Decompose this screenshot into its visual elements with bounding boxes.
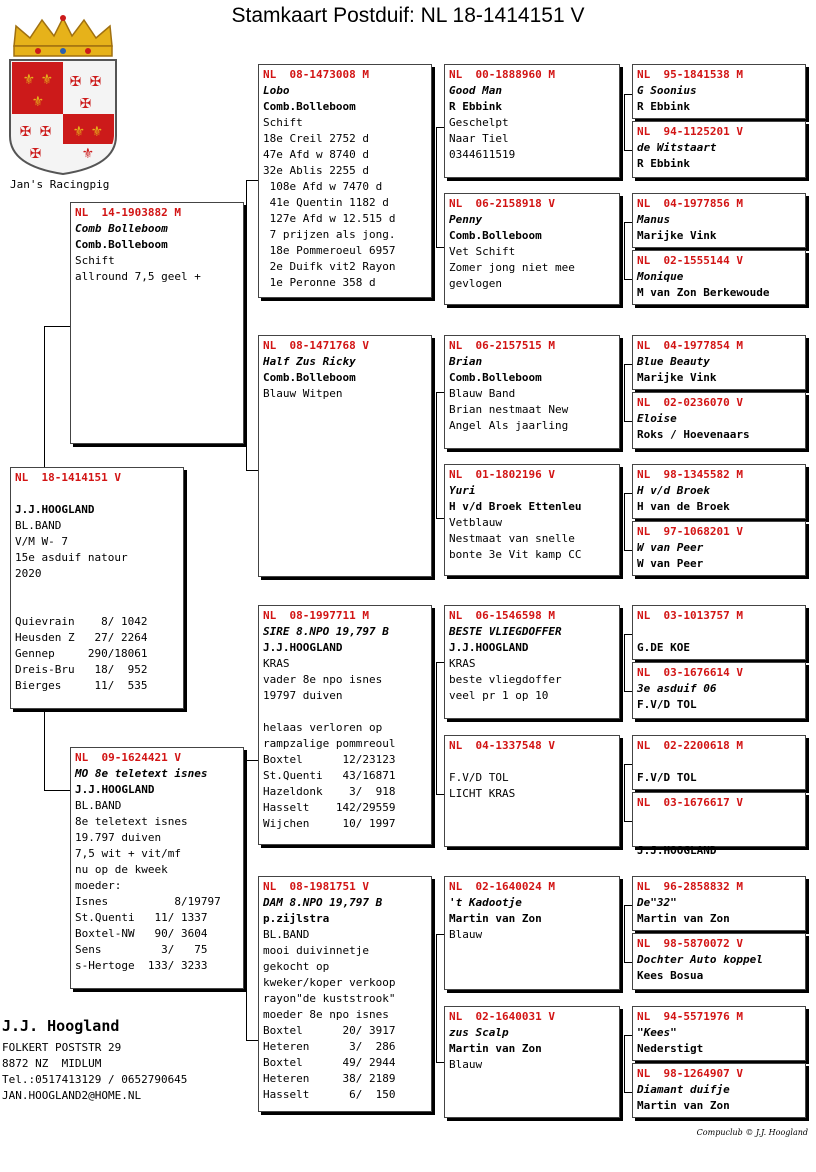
gggp-card[interactable] — [632, 933, 806, 990]
connector — [624, 493, 632, 494]
svg-text:✠: ✠ — [30, 142, 41, 163]
card-line: F.V/D TOL — [449, 771, 509, 784]
pigeon-name: Penny — [449, 213, 483, 226]
card-line: Martin van Zon — [449, 912, 542, 925]
pigeon-name: Half Zus Ricky — [263, 355, 356, 368]
card-line: Angel Als jaarling — [449, 419, 569, 432]
card-line: Heteren 3/ 286 — [263, 1040, 396, 1053]
connector — [624, 1035, 632, 1036]
ggp-card[interactable] — [444, 64, 620, 178]
card-line: gekocht op — [263, 960, 330, 973]
mm-card[interactable] — [258, 876, 432, 1112]
connector — [624, 150, 632, 151]
connector — [436, 247, 444, 248]
card-line: rampzalige pommreoul — [263, 737, 396, 750]
card-line: Hasselt 142/29559 — [263, 801, 396, 814]
ring-number: NL 08-1471768 V — [263, 339, 369, 352]
ring-number: NL 14-1903882 M — [75, 206, 181, 219]
card-line: Wijchen 10/ 1997 — [263, 817, 396, 830]
gggp-card[interactable] — [632, 1006, 806, 1061]
card-line: s-Hertoge 133/ 3233 — [75, 959, 208, 972]
connector — [624, 94, 632, 95]
card-line: 15e asduif natour — [15, 551, 128, 564]
ring-number: NL 98-5870072 V — [637, 937, 743, 950]
card-line: Martin van Zon — [637, 1099, 730, 1112]
card-line: 108e Afd w 7470 d — [263, 180, 383, 193]
card-line: LICHT KRAS — [449, 787, 516, 800]
ring-number: NL 03-1676614 V — [637, 666, 743, 679]
pigeon-name: SIRE 8.NPO 19,797 B — [263, 625, 389, 638]
fm-card[interactable] — [258, 335, 432, 577]
owner-address: FOLKERT POSTSTR 29 — [2, 1041, 122, 1054]
connector — [624, 364, 625, 421]
card-line: H van de Broek — [637, 500, 730, 513]
card-line: Schift — [263, 116, 303, 129]
card-line: J.J.HOOGLAND — [637, 844, 717, 857]
gggp-card[interactable] — [632, 1063, 806, 1118]
gggp-card[interactable] — [632, 464, 806, 519]
card-line: BL.BAND — [75, 799, 122, 812]
connector — [246, 760, 247, 1040]
connector — [624, 222, 632, 223]
card-line: V/M W- 7 — [15, 535, 68, 548]
connector — [624, 821, 632, 822]
ring-number: NL 02-1640024 M — [449, 880, 555, 893]
card-line — [637, 827, 801, 843]
card-line: helaas verloren op — [263, 721, 383, 734]
ggp-card[interactable] — [444, 605, 620, 719]
connector — [436, 934, 437, 1062]
ring-number: NL 96-2858832 M — [637, 880, 743, 893]
svg-text:✠: ✠ — [80, 92, 91, 113]
connector — [44, 790, 70, 791]
card-line: Kees Bosua — [637, 969, 704, 982]
gggp-card[interactable] — [632, 792, 806, 857]
pigeon-name: H v/d Broek — [637, 484, 710, 497]
card-line: Boxtel-NW 90/ 3604 — [75, 927, 208, 940]
card-line: KRAS — [263, 657, 290, 670]
connector — [624, 94, 625, 150]
card-line: F.V/D TOL — [637, 771, 697, 784]
connector — [436, 127, 444, 128]
gggp-card[interactable] — [632, 193, 806, 248]
card-line: Zomer jong niet mee — [449, 261, 575, 274]
pigeon-name: Manus — [637, 213, 671, 226]
card-line: Comb.Bolleboom — [449, 371, 542, 384]
ring-number: NL 95-1841538 M — [637, 68, 743, 81]
ring-number: NL 94-1125201 V — [637, 125, 743, 138]
ring-number: NL 03-1676617 V — [637, 796, 743, 809]
card-line: 7,5 wit + vit/mf — [75, 847, 181, 860]
card-line: Vetblauw — [449, 516, 502, 529]
card-line: Hazeldonk 3/ 918 — [263, 785, 396, 798]
connector — [436, 934, 444, 935]
card-line: Dreis-Bru 18/ 952 — [15, 663, 148, 676]
ring-number: NL 02-2200618 M — [637, 739, 743, 752]
card-line: Martin van Zon — [449, 1042, 542, 1055]
card-line: Marijke Vink — [637, 371, 717, 384]
connector — [624, 691, 632, 692]
pigeon-name: Good Man — [449, 84, 502, 97]
card-line: nu op de kweek — [75, 863, 168, 876]
card-line: Isnes 8/19797 — [75, 895, 221, 908]
card-line: 41e Quentin 1182 d — [263, 196, 389, 209]
gggp-card[interactable] — [632, 64, 806, 119]
owner-info — [2, 1018, 187, 1104]
card-line: J.J.HOOGLAND — [263, 641, 343, 654]
subject-pigeon-card[interactable] — [10, 467, 184, 709]
card-line: 8e teletext isnes — [75, 815, 188, 828]
ring-number: NL 08-1981751 V — [263, 880, 369, 893]
mother-card[interactable] — [70, 747, 244, 989]
card-line: 7 prijzen als jong. — [263, 228, 396, 241]
svg-text:✠: ✠ — [40, 120, 51, 141]
card-line: Naar Tiel — [449, 132, 509, 145]
pigeon-name: De"32" — [637, 896, 677, 909]
connector — [246, 760, 258, 761]
card-line: Roks / Hoevenaars — [637, 428, 750, 441]
pigeon-name: Brian — [449, 355, 483, 368]
connector — [624, 1092, 632, 1093]
connector — [624, 905, 632, 906]
connector — [44, 710, 45, 790]
pigeon-name: de Witstaart — [637, 141, 717, 154]
club-name: Jan's Racingpig — [10, 178, 110, 191]
gggp-card[interactable] — [632, 735, 806, 790]
connector — [624, 421, 632, 422]
card-line: 47e Afd w 8740 d — [263, 148, 369, 161]
ring-number: NL 09-1624421 V — [75, 751, 181, 764]
page-title: Stamkaart Postduif: NL 18-1414151 V — [231, 4, 585, 27]
card-line: Marijke Vink — [637, 229, 717, 242]
connector — [624, 962, 632, 963]
card-line: 2020 — [15, 567, 42, 580]
ggp-card[interactable] — [444, 876, 620, 990]
pigeon-name: Dochter Auto koppel — [637, 953, 763, 966]
pigeon-name — [637, 811, 801, 827]
ggp-card[interactable] — [444, 335, 620, 449]
card-line: Brian nestmaat New — [449, 403, 569, 416]
pigeon-name: Monique — [637, 270, 684, 283]
father-card[interactable] — [70, 202, 244, 444]
card-line: Blauw — [449, 1058, 483, 1071]
connector — [624, 364, 632, 365]
card-line: BL.BAND — [15, 519, 62, 532]
connector — [246, 180, 258, 181]
crown-icon — [14, 15, 112, 56]
ring-number: NL 04-1977854 M — [637, 339, 743, 352]
card-line: mooi duivinnetje — [263, 944, 369, 957]
card-line: 19797 duiven — [263, 689, 343, 702]
card-line: gevlogen — [449, 277, 502, 290]
pigeon-name: Lobo — [263, 84, 290, 97]
card-line: 18e Pommeroeul 6957 — [263, 244, 396, 257]
pigeon-name — [637, 754, 801, 770]
ggp-card[interactable] — [444, 464, 620, 576]
card-line: Hasselt 6/ 150 — [263, 1088, 396, 1101]
card-line: St.Quenti 43/16871 — [263, 769, 396, 782]
card-line: Heusden Z 27/ 2264 — [15, 631, 148, 644]
gggp-card[interactable] — [632, 392, 806, 449]
card-line: Gennep 290/18061 — [15, 647, 148, 660]
card-line: Boxtel 49/ 2944 — [263, 1056, 396, 1069]
ring-number: NL 00-1888960 M — [449, 68, 555, 81]
card-line: allround 7,5 geel + — [75, 270, 201, 283]
card-line — [15, 486, 179, 502]
svg-text:⚜: ⚜ — [83, 143, 93, 162]
card-line — [263, 704, 427, 720]
pigeon-name: "Kees" — [637, 1026, 677, 1039]
connector — [624, 550, 632, 551]
card-line: 0344611519 — [449, 148, 516, 161]
card-line: bonte 3e Vit kamp CC — [449, 548, 582, 561]
connector — [436, 662, 437, 794]
connector — [436, 392, 444, 393]
card-line: St.Quenti 11/ 1337 — [75, 911, 208, 924]
card-line: Blauw — [449, 928, 483, 941]
card-line: Bierges 11/ 535 — [15, 679, 148, 692]
pigeon-name: 3e asduif 06 — [637, 682, 717, 695]
connector — [436, 794, 444, 795]
card-line: beste vliegdoffer — [449, 673, 562, 686]
card-line: Geschelpt — [449, 116, 509, 129]
ring-number: NL 03-1013757 M — [637, 609, 743, 622]
pigeon-name: Diamant duifje — [637, 1083, 730, 1096]
card-line: G.DE KOE — [637, 641, 690, 654]
ring-number: NL 98-1345582 M — [637, 468, 743, 481]
shield-icon — [10, 60, 116, 174]
connector — [246, 470, 258, 471]
card-line: rayon"de kuststrook" — [263, 992, 396, 1005]
ggp-card[interactable] — [444, 1006, 620, 1118]
connector — [436, 662, 444, 663]
card-line: Blauw Band — [449, 387, 516, 400]
ring-number: NL 01-1802196 V — [449, 468, 555, 481]
connector — [436, 1062, 444, 1063]
ggp-card[interactable] — [444, 735, 620, 847]
ring-number: NL 06-2158918 V — [449, 197, 555, 210]
connector — [624, 905, 625, 962]
ring-number: NL 06-1546598 M — [449, 609, 555, 622]
svg-text:⚜: ⚜ — [33, 91, 43, 110]
connector — [44, 326, 45, 468]
connector — [624, 493, 625, 550]
card-line: J.J.HOOGLAND — [449, 641, 529, 654]
card-line: R Ebbink — [637, 100, 690, 113]
pigeon-name: 't Kadootje — [449, 896, 522, 909]
connector — [44, 326, 70, 327]
gggp-card[interactable] — [632, 121, 806, 178]
card-line: Comb.Bolleboom — [263, 100, 356, 113]
pigeon-name: Blue Beauty — [637, 355, 710, 368]
card-line: Nederstigt — [637, 1042, 704, 1055]
svg-text:⚜: ⚜ — [92, 121, 102, 140]
gggp-card[interactable] — [632, 335, 806, 390]
card-line: Boxtel 12/23123 — [263, 753, 396, 766]
card-line: moeder: — [75, 879, 122, 892]
pigeon-name: Comb Bolleboom — [75, 222, 168, 235]
card-line: moeder 8e npo isnes — [263, 1008, 389, 1021]
pigeon-name: Eloise — [637, 412, 677, 425]
connector — [436, 392, 437, 518]
card-line: 1e Peronne 358 d — [263, 276, 376, 289]
owner-city: 8872 NZ MIDLUM — [2, 1057, 102, 1070]
connector — [246, 180, 247, 470]
owner-name: J.J. Hoogland — [2, 1017, 120, 1035]
card-line: M van Zon Berkewoude — [637, 286, 770, 299]
ring-number: NL 18-1414151 V — [15, 471, 121, 484]
card-line: Vet Schift — [449, 245, 516, 258]
connector — [624, 764, 625, 821]
connector — [624, 764, 632, 765]
ring-number: NL 08-1997711 M — [263, 609, 369, 622]
svg-text:⚜: ⚜ — [24, 69, 34, 88]
svg-text:✠: ✠ — [90, 70, 101, 91]
card-line: 19.797 duiven — [75, 831, 162, 844]
footer-credit: Compuclub © J.J. Hoogland — [696, 1128, 808, 1137]
svg-text:✠: ✠ — [20, 120, 31, 141]
connector — [246, 1040, 258, 1041]
connector — [624, 634, 632, 635]
connector — [624, 279, 632, 280]
card-line: J.J.HOOGLAND — [75, 783, 155, 796]
card-line: Schift — [75, 254, 115, 267]
card-line: p.zijlstra — [263, 912, 330, 925]
card-line: R Ebbink — [637, 157, 690, 170]
pigeon-name: W van Peer — [637, 541, 704, 554]
gggp-card[interactable] — [632, 250, 806, 305]
pigeon-name: Yuri — [449, 484, 476, 497]
card-line: KRAS — [449, 657, 476, 670]
pigeon-name: zus Scalp — [449, 1026, 509, 1039]
card-line: 18e Creil 2752 d — [263, 132, 369, 145]
card-line: Boxtel 20/ 3917 — [263, 1024, 396, 1037]
connector — [624, 1035, 625, 1092]
connector — [436, 518, 444, 519]
card-line — [15, 582, 179, 598]
ring-number: NL 98-1264907 V — [637, 1067, 743, 1080]
ring-number: NL 97-1068201 V — [637, 525, 743, 538]
card-line: Sens 3/ 75 — [75, 943, 208, 956]
card-line: Comb.Bolleboom — [75, 238, 168, 251]
club-logo — [8, 16, 118, 176]
card-line: W van Peer — [637, 557, 704, 570]
card-line: kweker/koper verkoop — [263, 976, 396, 989]
ring-number: NL 06-2157515 M — [449, 339, 555, 352]
gggp-card[interactable] — [632, 521, 806, 576]
pigeon-name: BESTE VLIEGDOFFER — [449, 625, 562, 638]
ring-number: NL 02-0236070 V — [637, 396, 743, 409]
owner-email: JAN.HOOGLAND2@HOME.NL — [2, 1089, 142, 1102]
ring-number: NL 04-1977856 M — [637, 197, 743, 210]
card-line: F.V/D TOL — [637, 698, 697, 711]
gggp-card[interactable] — [632, 605, 806, 660]
card-line: Nestmaat van snelle — [449, 532, 575, 545]
card-line: Comb.Bolleboom — [263, 371, 356, 384]
card-line: veel pr 1 op 10 — [449, 689, 549, 702]
card-line: 32e Ablis 2255 d — [263, 164, 369, 177]
connector — [624, 222, 625, 279]
gggp-card[interactable] — [632, 662, 806, 719]
pigeon-name: MO 8e teletext isnes — [75, 767, 208, 780]
card-line: J.J.HOOGLAND — [15, 503, 95, 516]
card-line: Heteren 38/ 2189 — [263, 1072, 396, 1085]
card-line: Martin van Zon — [637, 912, 730, 925]
card-line — [15, 598, 179, 614]
pigeon-name: G Soonius — [637, 84, 697, 97]
card-line: Blauw Witpen — [263, 387, 343, 400]
pigeon-name: DAM 8.NPO 19,797 B — [263, 896, 383, 909]
ring-number: NL 08-1473008 M — [263, 68, 369, 81]
owner-phone: Tel.:0517413129 / 0652790645 — [2, 1073, 188, 1086]
pigeon-name — [637, 624, 801, 640]
card-line: Comb.Bolleboom — [449, 229, 542, 242]
mf-card[interactable] — [258, 605, 432, 845]
ring-number: NL 02-1640031 V — [449, 1010, 555, 1023]
card-line: Quievrain 8/ 1042 — [15, 615, 148, 628]
ff-card[interactable] — [258, 64, 432, 298]
gggp-card[interactable] — [632, 876, 806, 931]
card-line: BL.BAND — [263, 928, 310, 941]
pigeon-name — [449, 754, 615, 770]
svg-text:⚜: ⚜ — [74, 121, 84, 140]
card-line: H v/d Broek Ettenleu — [449, 500, 582, 513]
connector — [436, 127, 437, 247]
ring-number: NL 04-1337548 V — [449, 739, 555, 752]
card-line: R Ebbink — [449, 100, 502, 113]
svg-text:⚜: ⚜ — [42, 69, 52, 88]
svg-text:✠: ✠ — [70, 70, 81, 91]
ring-number: NL 94-5571976 M — [637, 1010, 743, 1023]
ggp-card[interactable] — [444, 193, 620, 305]
ring-number: NL 02-1555144 V — [637, 254, 743, 267]
card-line: 2e Duifk vit2 Rayon — [263, 260, 396, 273]
card-line: vader 8e npo isnes — [263, 673, 383, 686]
card-line: 127e Afd w 12.515 d — [263, 212, 396, 225]
connector — [624, 634, 625, 691]
